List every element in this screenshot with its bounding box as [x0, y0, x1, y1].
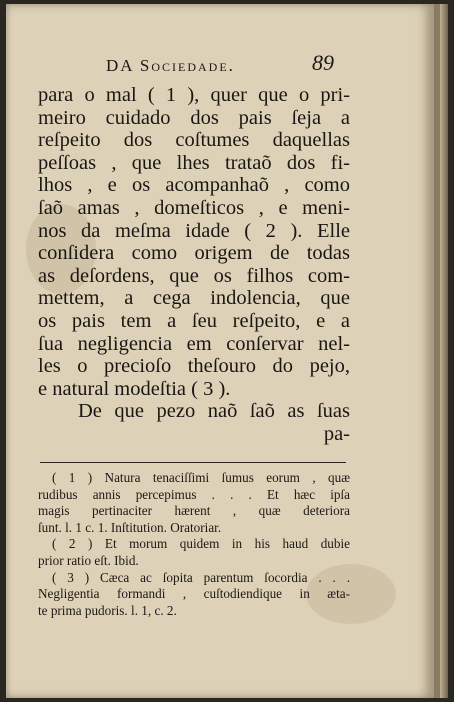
footnote-line: ( 2 ) Et morum quidem in his haud dubie: [52, 536, 350, 552]
footnote-line: Negligentia formandi , cuſtodiendique in æta-: [38, 586, 350, 602]
footnote-rule: [40, 462, 346, 463]
footnote-line: prior ratio eſt. Ibid.: [38, 552, 139, 568]
book-page: [6, 4, 440, 698]
page-number: 89: [312, 50, 334, 75]
footnote-line: ( 1 ) Natura tenaciſſimi ſumus eorum , quæ: [52, 470, 350, 485]
text-line: De que pezo naõ ſaõ as ſuas: [78, 400, 350, 423]
footnote-line: ( 3 ) Cæca ac ſopita parentum ſocordia . . .: [52, 569, 350, 585]
text-line: lhos , e os acompanhaõ , como: [38, 174, 350, 197]
footnote-line: rudibus annis percepimus . . . Et hæc ipſa: [38, 486, 350, 502]
text-line: e natural modeſtia ( 3 ).: [38, 377, 231, 400]
text-line: les o precioſo theſouro do pejo,: [38, 355, 350, 378]
footnote-line: magis pertinaciter hærent , quæ deteriora: [38, 503, 350, 519]
footnotes: [38, 470, 350, 619]
text-line: ſua negligencia em conſervar nel-: [38, 332, 350, 355]
text-line: meiro cuidado dos pais ſeja a: [38, 106, 350, 129]
catchword: pa-: [323, 422, 350, 445]
text-line: para o mal ( 1 ), quer que o pri-: [38, 84, 350, 106]
text-line: peſſoas , que lhes trataõ dos fi-: [38, 151, 350, 174]
text-line: nos da meſma idade ( 2 ). Elle: [38, 219, 350, 242]
text-line: mettem, a cega indolencia, que: [38, 287, 350, 310]
text-line: ſaõ amas , domeſticos , e meni-: [38, 196, 350, 219]
running-head: DA Sociedade.: [106, 56, 235, 75]
text-line: os pais tem a ſeu reſpeito, e a: [38, 309, 350, 332]
footnote-line: te prima pudoris. l. 1, c. 2.: [38, 602, 177, 618]
text-line: as deſordens, que os filhos com-: [38, 264, 350, 287]
footnote-line: ſunt. l. 1 c. 1. Inſtitution. Oratoriar.: [38, 519, 222, 535]
body-text: [38, 84, 350, 446]
text-line: reſpeito dos coſtumes daquellas: [38, 129, 350, 152]
text-line: conſidera como origem de todas: [38, 242, 350, 265]
